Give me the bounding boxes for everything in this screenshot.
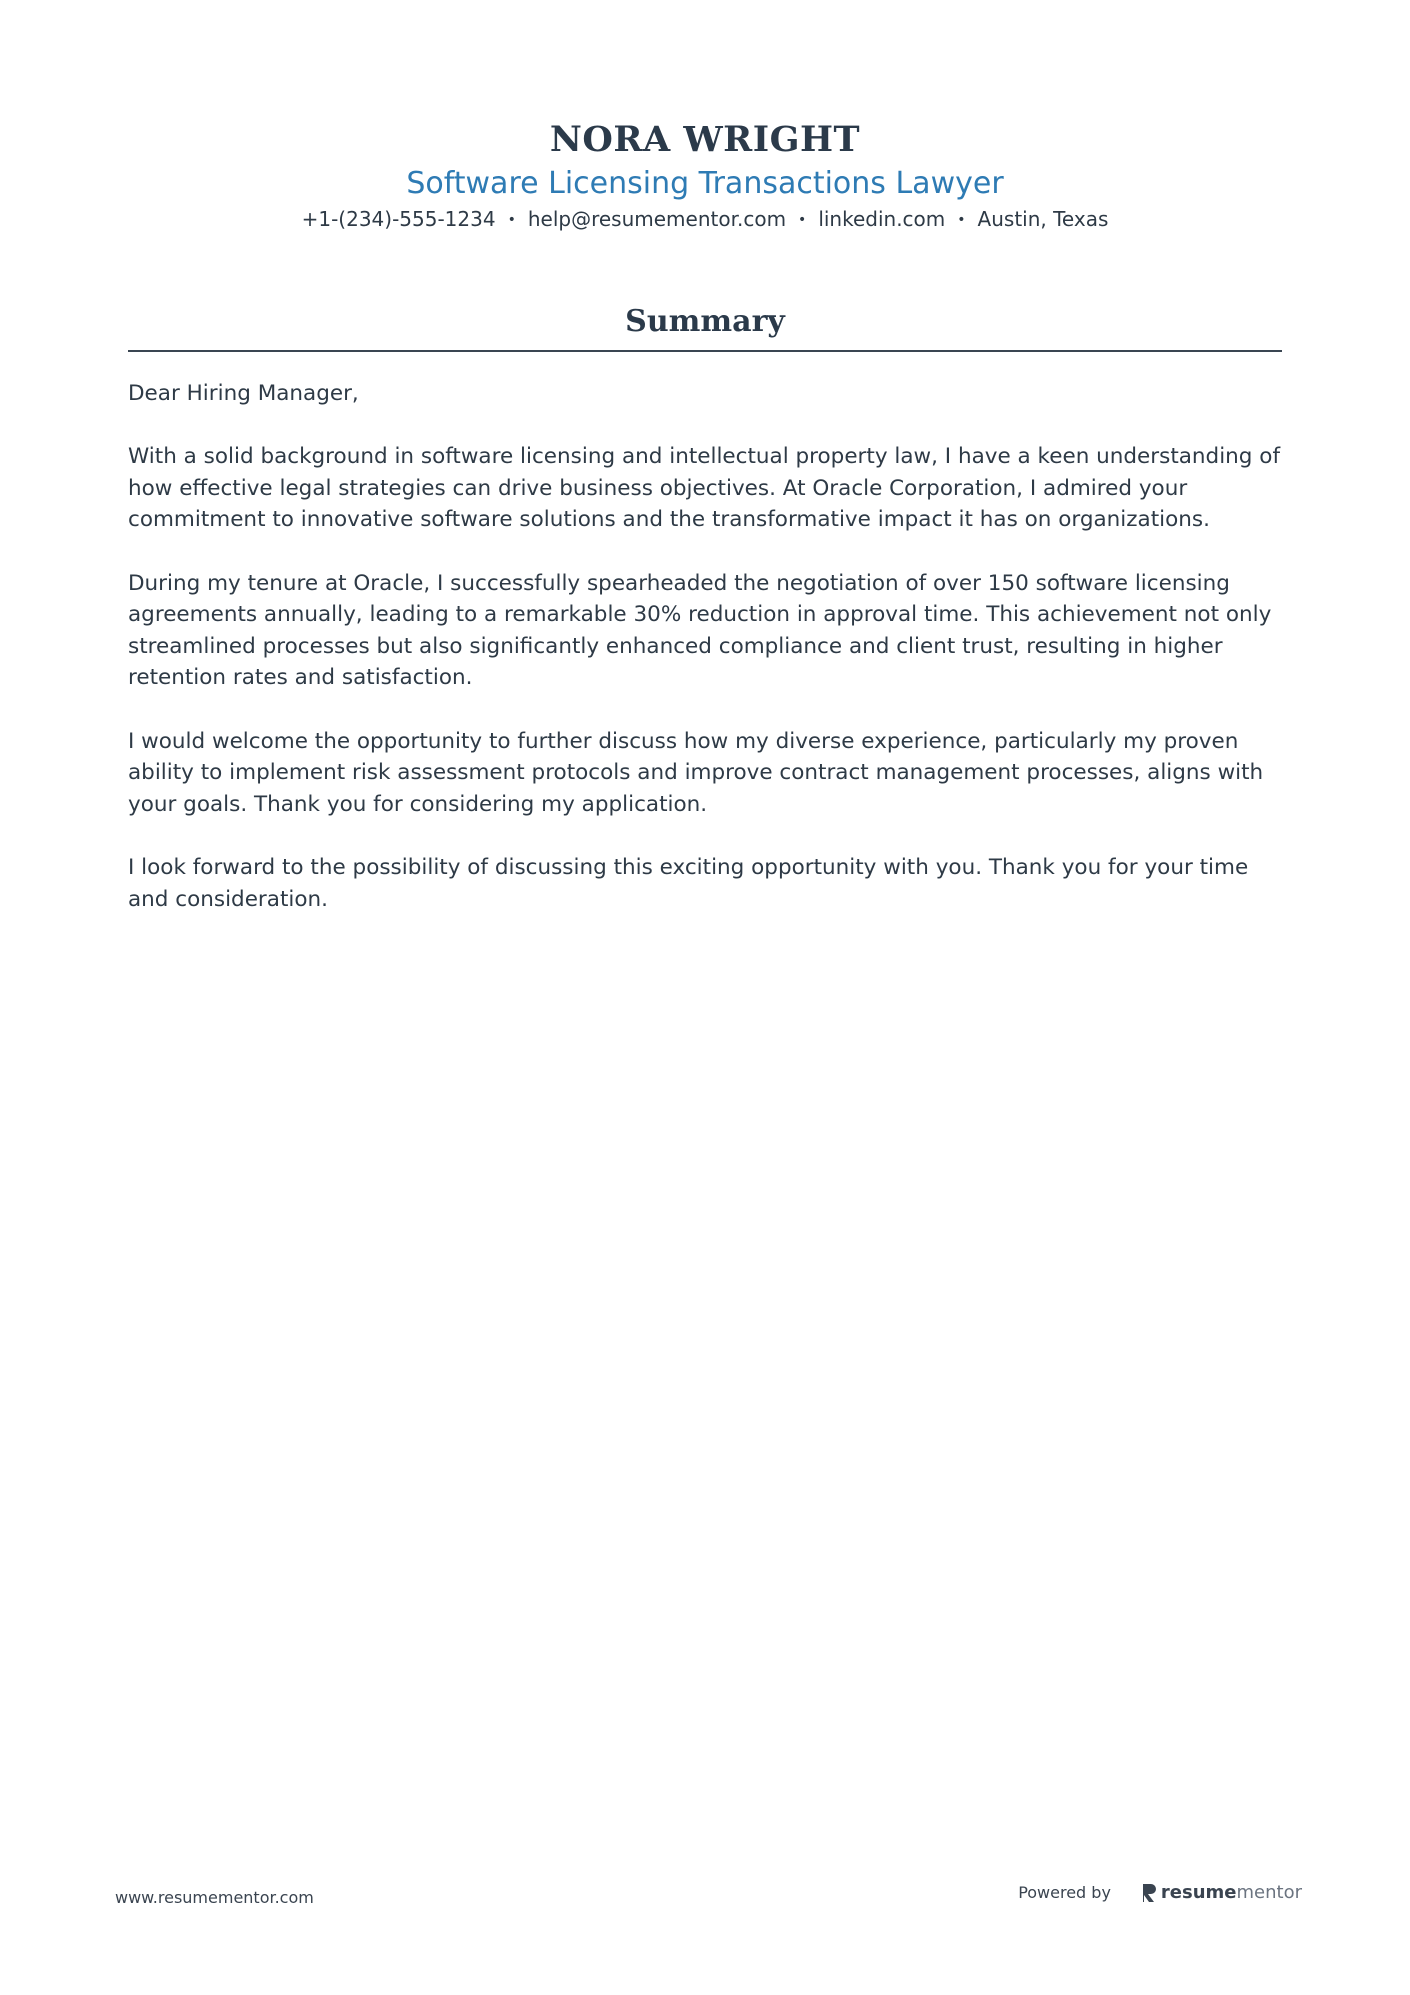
contact-location: Austin, Texas [977,207,1109,231]
contact-line [128,205,1282,234]
brand-name-part2: mentor [1236,1882,1302,1903]
letter-paragraph: I would welcome the opportunity to further discuss how my diverse experience, particularly my proven ability to implement risk assessment protocols and improve contract management processes, aligns with your goals. Thank you for considering my application. [128,728,1264,817]
job-title: Software Licensing Transactions Lawyer [406,166,1004,201]
section-title-summary: Summary [625,304,785,339]
letter-paragraph: With a solid background in software licensing and intellectual property law, I have a keen understanding of how effective legal strategies can drive business objectives. At Oracle Corporation, I admired your commitment to innovative software solutions and the transformative impact it has on organizations. [128,444,1281,533]
footer-powered-by [1018,1882,1302,1903]
brand-logo[interactable] [1141,1882,1302,1903]
resumementor-logo-icon [1141,1883,1157,1903]
footer-website-link[interactable]: www.resumementor.com [115,1888,314,1907]
candidate-name: NORA WRIGHT [549,119,861,160]
letter-greeting: Dear Hiring Manager, [128,381,359,406]
brand-name-part1: resume [1160,1882,1237,1903]
separator-dot: • [957,212,966,228]
separator-dot: • [507,212,516,228]
letter-paragraph: During my tenure at Oracle, I successfully spearheaded the negotiation of over 150 software licensing agreements annually, leading to a remarkable 30% reduction in approval time. This achievement not only streamlined processes but also significantly enhanced compliance and client trust, resulting in higher retention rates and satisfaction. [128,570,1272,691]
powered-by-label: Powered by [1018,1883,1111,1902]
contact-phone: +1-(234)-555-1234 [301,207,496,231]
letter-body [128,378,1288,947]
header [128,115,1282,234]
letter-paragraph: I look forward to the possibility of discussing this exciting opportunity with you. Thank you for your time and consideration. [128,854,1249,912]
contact-email[interactable]: help@resumementor.com [527,207,787,231]
section-divider [128,350,1282,352]
contact-linkedin[interactable]: linkedin.com [818,207,946,231]
separator-dot: • [798,212,807,228]
